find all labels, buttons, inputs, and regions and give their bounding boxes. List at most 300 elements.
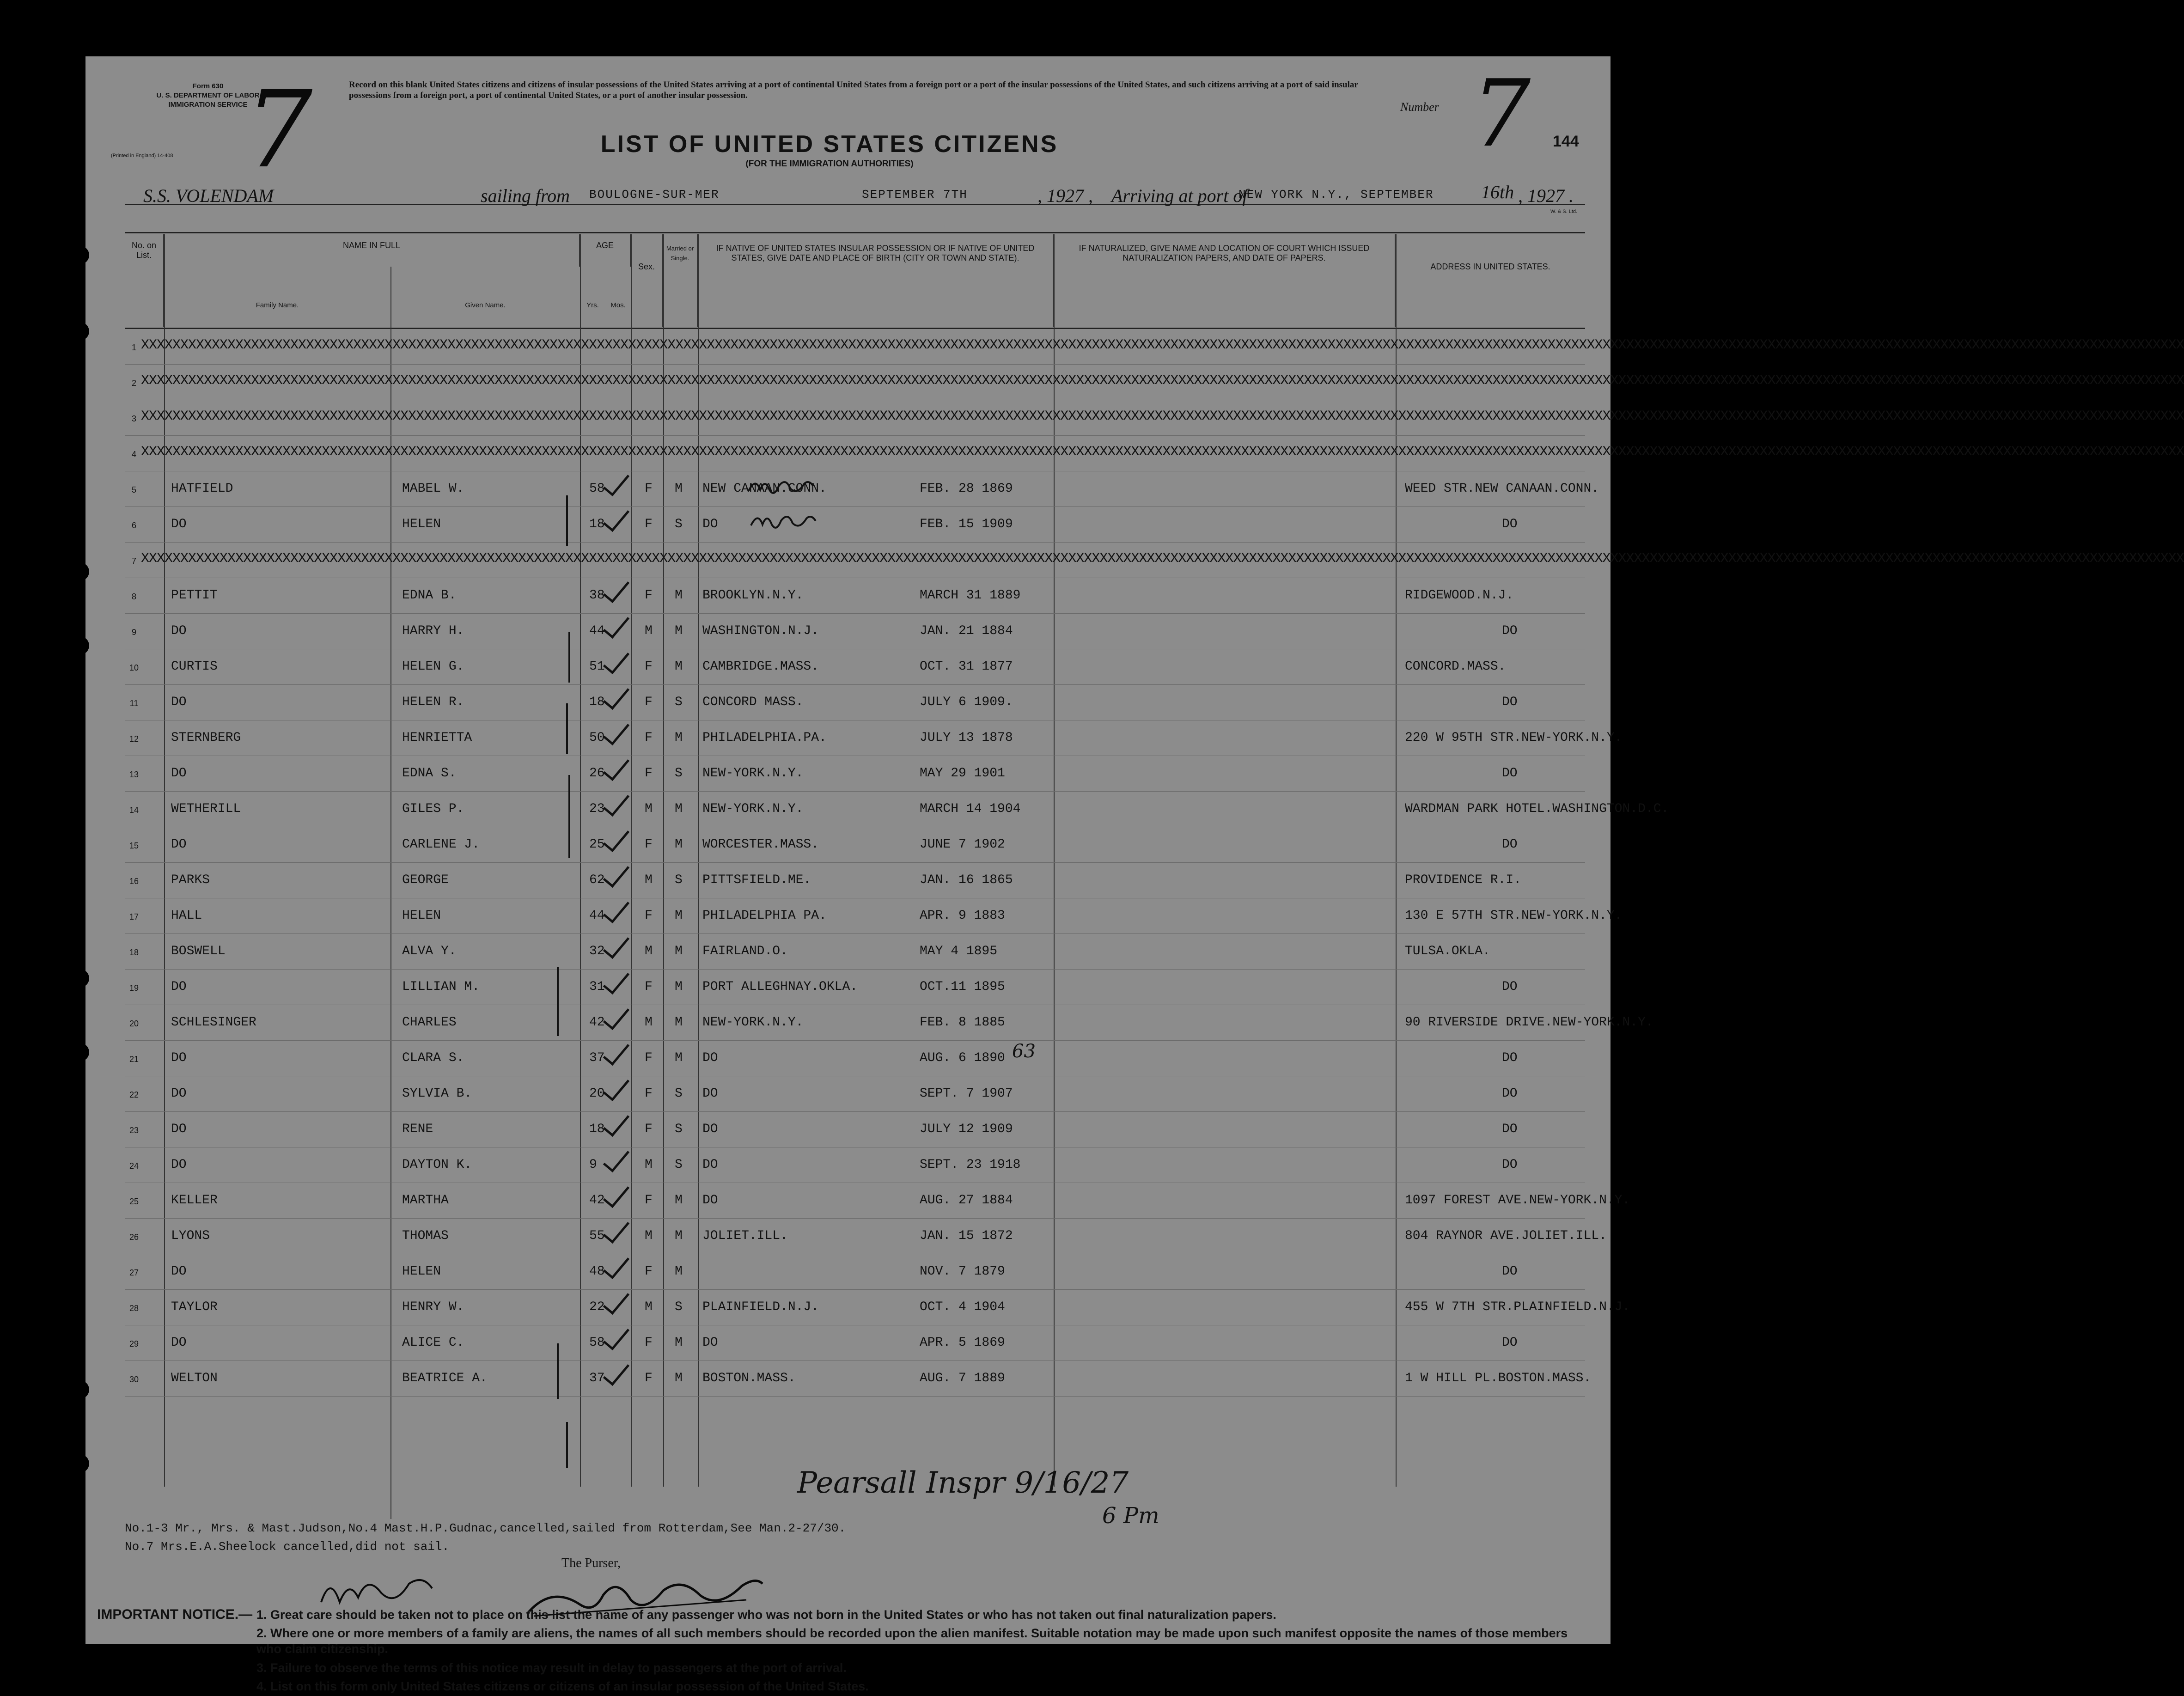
- nyc-scribble-icon: [749, 507, 818, 535]
- cell-address: 220 W 95TH STR.NEW-YORK.N.Y.: [1405, 731, 1623, 745]
- cell-age: 42: [589, 1193, 605, 1208]
- cell-place: NEW-YORK.N.Y.: [702, 766, 804, 781]
- row-number: 6: [131, 521, 136, 530]
- pen-tick-icon: [568, 632, 570, 683]
- cell-address: 1097 FOREST AVE.NEW-YORK.N.Y.: [1405, 1193, 1630, 1208]
- table-row: [125, 1147, 1585, 1183]
- table-row: [125, 898, 1623, 934]
- row-number: 15: [129, 841, 139, 850]
- cell-age: 37: [589, 1371, 605, 1385]
- table-row: [125, 543, 2184, 578]
- sailing-line: [125, 181, 1585, 205]
- row-number: 14: [129, 805, 139, 815]
- cell-sex: F: [645, 837, 653, 852]
- inspector-time: 6 Pm: [1102, 1503, 1159, 1529]
- cell-family: DO: [171, 1122, 187, 1136]
- row-number: 7: [131, 556, 136, 566]
- cell-place: BROOKLYN.N.Y.: [702, 588, 804, 603]
- table-row: [125, 863, 1585, 898]
- cell-age: 25: [589, 837, 605, 852]
- cell-family: CURTIS: [171, 659, 218, 674]
- cell-age: 48: [589, 1264, 605, 1279]
- cell-address: DO: [1502, 624, 1518, 638]
- cell-address: DO: [1502, 1122, 1518, 1136]
- row-number: 23: [129, 1126, 139, 1135]
- cell-address: 130 E 57TH STR.NEW-YORK.N.Y.: [1405, 909, 1623, 923]
- table-row: [125, 1076, 1585, 1112]
- cell-age: 9: [589, 1158, 597, 1172]
- cell-place: NEW-YORK.N.Y.: [702, 1015, 804, 1030]
- table-row: [125, 507, 1585, 543]
- cell-date: OCT. 4 1904: [920, 1300, 1005, 1314]
- punch-hole: [71, 562, 89, 581]
- row-number: 30: [129, 1375, 139, 1384]
- cell-sex: M: [645, 1229, 653, 1243]
- row-number: 20: [129, 1019, 139, 1028]
- table-row: [125, 400, 2184, 436]
- table-row: [125, 1219, 1607, 1254]
- cell-age: 32: [589, 944, 605, 958]
- table-row: [125, 578, 1585, 614]
- cell-ms: M: [675, 909, 683, 923]
- cell-place: DO: [702, 1158, 718, 1172]
- cell-address: 90 RIVERSIDE DRIVE.NEW-YORK.N.Y.: [1405, 1015, 1653, 1030]
- cell-place: DO: [702, 517, 718, 531]
- cell-age: 44: [589, 624, 605, 638]
- instructions-text: Record on this blank United States citizens and citizens of insular possessions of the United States arriving at a port of continental United States from a foreign port or a port of the insular possessions of the United States, and such citizens arriving at a port of said insular possessions from a foreign port, a port of continental United States, or a port of another insular possession.: [349, 80, 1358, 100]
- cell-ms: S: [675, 873, 683, 887]
- sailing-year: , 1927 ,: [1037, 185, 1093, 206]
- cell-family: DO: [171, 1051, 187, 1065]
- cell-date: AUG. 27 1884: [920, 1193, 1013, 1208]
- cell-given: EDNA S.: [402, 766, 457, 781]
- cell-date: AUG. 6 1890: [920, 1051, 1005, 1065]
- cell-age: 51: [589, 659, 605, 674]
- cell-given: GILES P.: [402, 802, 464, 816]
- cell-given: BEATRICE A.: [402, 1371, 488, 1385]
- cell-sex: M: [645, 944, 653, 958]
- row-number: 21: [129, 1055, 139, 1064]
- inspector-note: Pearsall Inspr 9/16/27: [797, 1466, 1129, 1500]
- cell-family: STERNBERG: [171, 731, 241, 745]
- service: IMMIGRATION SERVICE: [168, 101, 248, 109]
- cell-given: EDNA B.: [402, 588, 457, 603]
- cell-address: RIDGEWOOD.N.J.: [1405, 588, 1514, 603]
- cell-address: PROVIDENCE R.I.: [1405, 873, 1522, 887]
- row-number: 8: [131, 592, 136, 601]
- row-number: 19: [129, 983, 139, 993]
- cell-ms: M: [675, 1264, 683, 1279]
- cell-ms: M: [675, 802, 683, 816]
- table-row: [125, 1361, 1592, 1397]
- col-naturalized: IF NATURALIZED, GIVE NAME AND LOCATION OF COURT WHICH ISSUED NATURALIZATION PAPERS, AND DATE OF PAPERS.: [1054, 234, 1396, 327]
- form-number: Form 630: [192, 82, 224, 90]
- cell-family: WETHERILL: [171, 802, 241, 816]
- cell-ms: M: [675, 1371, 683, 1385]
- cell-date: FEB. 8 1885: [920, 1015, 1005, 1030]
- row-number: 10: [129, 663, 139, 672]
- row-number: 24: [129, 1161, 139, 1171]
- punch-hole: [71, 1380, 89, 1399]
- cell-address: DO: [1502, 1158, 1518, 1172]
- cell-sex: M: [645, 624, 653, 638]
- cell-given: HELEN G.: [402, 659, 464, 674]
- row-number: 3: [131, 414, 136, 423]
- cell-address: CONCORD.MASS.: [1405, 659, 1506, 674]
- cell-ms: S: [675, 695, 683, 709]
- cell-place: PITTSFIELD.ME.: [702, 873, 811, 887]
- handwritten-list-number: 7: [245, 68, 313, 192]
- cell-sex: F: [645, 1122, 653, 1136]
- cell-sex: F: [645, 909, 653, 923]
- cell-ms: S: [675, 1158, 683, 1172]
- table-row: [125, 1254, 1585, 1290]
- cell-given: ALVA Y.: [402, 944, 457, 958]
- cell-place: FAIRLAND.O.: [702, 944, 788, 958]
- cell-date: APR. 9 1883: [920, 909, 1005, 923]
- table-row: [125, 756, 1585, 792]
- cell-age: 58: [589, 482, 605, 496]
- table-row: [125, 1183, 1630, 1219]
- cell-age: 42: [589, 1015, 605, 1030]
- printed-note: (Printed in England) 14-408: [111, 153, 173, 159]
- cell-given: LILLIAN M.: [402, 980, 480, 994]
- col-name-in-full: NAME IN FULL: [164, 234, 580, 267]
- cell-given: RENE: [402, 1122, 433, 1136]
- cancelled-row-mark: XXXXXXXXXXXXXXXXXXXXXXXXXXXXXXXXXXXXXXXXXXXXXXXXXXXXXXXXXXXXXXXXXXXXXXXXXXXXXXXXXXXXXXXXXXXXXXXXXXXXXXXXXXXXXXXXXXXXXXXXXXXXXXXXXXXXXXXXXXXXXXXXXXXXXXXXXXXXXXXXXXXXXXXXXXXXXXXXXXXXXXXXXXXXXXXXXXXXXXXXXXXXXXXXXXXXXXXXXXXXXXXXXXXXXXXXXXXXXXXXXXXXXXXXXXXXXXXXXXXX: [141, 444, 2184, 460]
- cell-age: 50: [589, 731, 605, 745]
- row-number: 27: [129, 1268, 139, 1277]
- cell-given: DAYTON K.: [402, 1158, 472, 1172]
- cell-place: DO: [702, 1086, 718, 1101]
- cell-date: MARCH 14 1904: [920, 802, 1021, 816]
- cell-family: DO: [171, 837, 187, 852]
- cell-age: 22: [589, 1300, 605, 1314]
- row-number: 26: [129, 1232, 139, 1242]
- nyc-scribble-icon: [746, 472, 816, 500]
- cell-date: APR. 5 1869: [920, 1336, 1005, 1350]
- pen-tick-icon: [566, 1422, 568, 1468]
- cell-sex: F: [645, 517, 653, 531]
- table-row: [125, 471, 1599, 507]
- cell-address: DO: [1502, 517, 1518, 531]
- cell-age: 18: [589, 517, 605, 531]
- cell-family: DO: [171, 624, 187, 638]
- cell-given: MARTHA: [402, 1193, 449, 1208]
- cell-date: AUG. 7 1889: [920, 1371, 1005, 1385]
- notice-item: 1. Great care should be taken not to place on this list the name of any passenger who was not born in the United States or who has not taken out final naturalization papers.: [256, 1608, 1276, 1622]
- cell-ms: M: [675, 659, 683, 674]
- col-age: AGE: [580, 234, 631, 267]
- cell-address: DO: [1502, 980, 1518, 994]
- cell-address: DO: [1502, 1336, 1518, 1350]
- cell-sex: F: [645, 1264, 653, 1279]
- table-row: [125, 1041, 1585, 1076]
- cell-place: CAMBRIDGE.MASS.: [702, 659, 819, 674]
- row-number: 17: [129, 912, 139, 921]
- ship-name: S.S. VOLENDAM: [143, 185, 274, 206]
- row-number: 11: [129, 699, 139, 708]
- page-number: 144: [1553, 133, 1579, 150]
- cell-place: CONCORD MASS.: [702, 695, 804, 709]
- table-row: [125, 970, 1585, 1005]
- col-family-name: Family Name.: [256, 301, 299, 309]
- cell-sex: M: [645, 1300, 653, 1314]
- arriving-label: Arriving at port of: [1111, 185, 1248, 206]
- cell-family: BOSWELL: [171, 944, 226, 958]
- col-sex: Sex.: [631, 234, 663, 327]
- cell-date: MARCH 31 1889: [920, 588, 1021, 603]
- sailing-from-label: sailing from: [481, 185, 570, 206]
- table-row: [125, 614, 1585, 649]
- cell-date: MAY 29 1901: [920, 766, 1005, 781]
- cell-date: OCT.11 1895: [920, 980, 1005, 994]
- cell-date: FEB. 15 1909: [920, 517, 1013, 531]
- cell-place: WASHINGTON.N.J.: [702, 624, 819, 638]
- col-address: ADDRESS IN UNITED STATES.: [1430, 262, 1550, 271]
- cell-sex: F: [645, 659, 653, 674]
- cell-age: 62: [589, 873, 605, 887]
- cell-sex: F: [645, 1086, 653, 1101]
- cell-age: 18: [589, 1122, 605, 1136]
- row-number: 12: [129, 734, 139, 744]
- cell-date: JULY 6 1909.: [920, 695, 1013, 709]
- pen-tick-icon: [557, 1343, 559, 1399]
- cell-address: DO: [1502, 766, 1518, 781]
- cell-place: NEW CANAAN.CONN.: [702, 482, 827, 496]
- col-no: No. on List.: [125, 234, 164, 327]
- cell-family: DO: [171, 1086, 187, 1101]
- cell-place: PLAINFIELD.N.J.: [702, 1300, 819, 1314]
- cell-sex: M: [645, 873, 653, 887]
- cell-place: DO: [702, 1193, 718, 1208]
- cell-address: WARDMAN PARK HOTEL.WASHINGTON.D.C.: [1405, 802, 1669, 816]
- printer-mark: W. & S. Ltd.: [1550, 209, 1578, 214]
- cancelled-row-mark: XXXXXXXXXXXXXXXXXXXXXXXXXXXXXXXXXXXXXXXXXXXXXXXXXXXXXXXXXXXXXXXXXXXXXXXXXXXXXXXXXXXXXXXXXXXXXXXXXXXXXXXXXXXXXXXXXXXXXXXXXXXXXXXXXXXXXXXXXXXXXXXXXXXXXXXXXXXXXXXXXXXXXXXXXXXXXXXXXXXXXXXXXXXXXXXXXXXXXXXXXXXXXXXXXXXXXXXXXXXXXXXXXXXXXXXXXXXXXXXXXXXXXXXXXXXXXXXXXXXX: [141, 337, 2184, 353]
- cell-place: PORT ALLEGHNAY.OKLA.: [702, 980, 858, 994]
- cell-date: NOV. 7 1879: [920, 1264, 1005, 1279]
- row-number: 16: [129, 877, 139, 886]
- arriving-day: 16th: [1481, 182, 1514, 202]
- cell-given: HELEN: [402, 909, 441, 923]
- cell-date: MAY 4 1895: [920, 944, 998, 958]
- pen-tick-icon: [566, 703, 568, 754]
- cell-address: DO: [1502, 1086, 1518, 1101]
- cell-age: 18: [589, 695, 605, 709]
- cell-place: DO: [702, 1122, 718, 1136]
- cell-date: OCT. 31 1877: [920, 659, 1013, 674]
- cell-given: THOMAS: [402, 1229, 449, 1243]
- cancelled-row-mark: XXXXXXXXXXXXXXXXXXXXXXXXXXXXXXXXXXXXXXXXXXXXXXXXXXXXXXXXXXXXXXXXXXXXXXXXXXXXXXXXXXXXXXXXXXXXXXXXXXXXXXXXXXXXXXXXXXXXXXXXXXXXXXXXXXXXXXXXXXXXXXXXXXXXXXXXXXXXXXXXXXXXXXXXXXXXXXXXXXXXXXXXXXXXXXXXXXXXXXXXXXXXXXXXXXXXXXXXXXXXXXXXXXXXXXXXXXXXXXXXXXXXXXXXXXXXXXXXXXXX: [141, 551, 2184, 567]
- cell-family: SCHLESINGER: [171, 1015, 256, 1030]
- cell-date: JULY 12 1909: [920, 1122, 1013, 1136]
- sailing-from: BOULOGNE-SUR-MER: [589, 188, 720, 201]
- cell-family: PARKS: [171, 873, 210, 887]
- cell-given: HENRY W.: [402, 1300, 464, 1314]
- notice-label: IMPORTANT NOTICE.—: [97, 1607, 253, 1622]
- cancellation-notes: [125, 1519, 846, 1556]
- punch-hole: [71, 246, 89, 264]
- punch-hole: [71, 636, 89, 655]
- cell-ms: M: [675, 1336, 683, 1350]
- cell-family: TAYLOR: [171, 1300, 218, 1314]
- table-row: [125, 792, 1669, 827]
- cell-age: 37: [589, 1051, 605, 1065]
- cell-family: PETTIT: [171, 588, 218, 603]
- cell-ms: M: [675, 1051, 683, 1065]
- cell-ms: M: [675, 1193, 683, 1208]
- row-number: 4: [131, 450, 136, 459]
- manifest-page: [85, 56, 2184, 1693]
- cell-date: JUNE 7 1902: [920, 837, 1005, 852]
- cell-sex: F: [645, 1051, 653, 1065]
- cell-ms: M: [675, 482, 683, 496]
- cell-given: HELEN: [402, 517, 441, 531]
- pen-tick-icon: [557, 967, 559, 1036]
- cell-given: CARLENE J.: [402, 837, 480, 852]
- table-row: [125, 436, 2184, 471]
- col-yrs: Yrs.: [586, 301, 599, 309]
- cell-address: WEED STR.NEW CANAAN.CONN.: [1405, 482, 1599, 496]
- punch-hole: [71, 1043, 89, 1062]
- cell-family: DO: [171, 1336, 187, 1350]
- punch-hole: [71, 322, 89, 341]
- cell-age: 20: [589, 1086, 605, 1101]
- cell-sex: F: [645, 588, 653, 603]
- table-row: [125, 1005, 1653, 1041]
- cell-place: BOSTON.MASS.: [702, 1371, 796, 1385]
- row-number: 5: [131, 485, 136, 494]
- cell-given: CLARA S.: [402, 1051, 464, 1065]
- cell-age: 58: [589, 1336, 605, 1350]
- cell-sex: M: [645, 802, 653, 816]
- row-number: 13: [129, 770, 139, 779]
- pen-tick-icon: [566, 495, 568, 546]
- cell-place: DO: [702, 1336, 718, 1350]
- cell-address: DO: [1502, 695, 1518, 709]
- cell-given: HELEN: [402, 1264, 441, 1279]
- table-row: [125, 329, 2184, 365]
- cell-sex: F: [645, 980, 653, 994]
- note-line: No.7 Mrs.E.A.Sheelock cancelled,did not sail.: [125, 1540, 450, 1554]
- cell-date: SEPT. 7 1907: [920, 1086, 1013, 1101]
- cell-sex: F: [645, 1193, 653, 1208]
- cell-given: GEORGE: [402, 873, 449, 887]
- cell-age: 23: [589, 802, 605, 816]
- cell-address: DO: [1502, 837, 1518, 852]
- cell-given: MABEL W.: [402, 482, 464, 496]
- cell-family: LYONS: [171, 1229, 210, 1243]
- purser-label: The Purser,: [561, 1556, 621, 1570]
- cell-family: DO: [171, 766, 187, 781]
- col-married: Married or Single.: [663, 234, 698, 327]
- cell-address: DO: [1502, 1051, 1518, 1065]
- cell-age: 44: [589, 909, 605, 923]
- cancelled-row-mark: XXXXXXXXXXXXXXXXXXXXXXXXXXXXXXXXXXXXXXXXXXXXXXXXXXXXXXXXXXXXXXXXXXXXXXXXXXXXXXXXXXXXXXXXXXXXXXXXXXXXXXXXXXXXXXXXXXXXXXXXXXXXXXXXXXXXXXXXXXXXXXXXXXXXXXXXXXXXXXXXXXXXXXXXXXXXXXXXXXXXXXXXXXXXXXXXXXXXXXXXXXXXXXXXXXXXXXXXXXXXXXXXXXXXXXXXXXXXXXXXXXXXXXXXXXXXXXXXXXXX: [141, 373, 2184, 389]
- row-number: 29: [129, 1339, 139, 1348]
- cell-sex: F: [645, 482, 653, 496]
- cell-ms: M: [675, 837, 683, 852]
- cell-family: DO: [171, 1158, 187, 1172]
- arriving-port: NEW YORK N.Y., SEPTEMBER: [1238, 188, 1434, 201]
- cell-date: JAN. 15 1872: [920, 1229, 1013, 1243]
- cell-ms: M: [675, 1229, 683, 1243]
- cell-age: 55: [589, 1229, 605, 1243]
- notice-item: 2. Where one or more members of a family are aliens, the names of all such members should be recorded upon the alien manifest. Suitable notation may be made upon such manifest opposite the names of those members who claim citizenship.: [256, 1626, 1568, 1656]
- row-number: 1: [131, 343, 136, 352]
- table-row: [125, 827, 1585, 863]
- cell-given: ALICE C.: [402, 1336, 464, 1350]
- punch-hole: [71, 1454, 89, 1473]
- table-row: [125, 1112, 1585, 1147]
- cell-sex: F: [645, 731, 653, 745]
- cell-date: FEB. 28 1869: [920, 482, 1013, 496]
- cell-ms: S: [675, 1122, 683, 1136]
- number-value: 7: [1472, 60, 1531, 168]
- margin-number: 63: [1012, 1041, 1036, 1062]
- table-row: [125, 1325, 1585, 1361]
- punch-hole: [71, 969, 89, 988]
- cell-family: HALL: [171, 909, 202, 923]
- cell-family: KELLER: [171, 1193, 218, 1208]
- cell-age: 31: [589, 980, 605, 994]
- handwritten-nyc-mark: [749, 507, 818, 540]
- cell-ms: M: [675, 731, 683, 745]
- cancelled-row-mark: XXXXXXXXXXXXXXXXXXXXXXXXXXXXXXXXXXXXXXXXXXXXXXXXXXXXXXXXXXXXXXXXXXXXXXXXXXXXXXXXXXXXXXXXXXXXXXXXXXXXXXXXXXXXXXXXXXXXXXXXXXXXXXXXXXXXXXXXXXXXXXXXXXXXXXXXXXXXXXXXXXXXXXXXXXXXXXXXXXXXXXXXXXXXXXXXXXXXXXXXXXXXXXXXXXXXXXXXXXXXXXXXXXXXXXXXXXXXXXXXXXXXXXXXXXXXXXXXXXXX: [141, 409, 2184, 424]
- cell-age: 26: [589, 766, 605, 781]
- cell-sex: F: [645, 1371, 653, 1385]
- notice-item: 3. Failure to observe the terms of this notice may result in delay to passengers at the port of arrival.: [256, 1661, 847, 1675]
- row-number: 25: [129, 1197, 139, 1206]
- cell-address: 804 RAYNOR AVE.JOLIET.ILL.: [1405, 1229, 1607, 1243]
- notice-item: 4. List on this form only United States citizens or citizens of an insular possession of the United States.: [256, 1679, 869, 1693]
- cell-date: JAN. 16 1865: [920, 873, 1013, 887]
- handwritten-nyc-mark: [746, 472, 816, 505]
- cell-ms: M: [675, 1015, 683, 1030]
- cell-place: PHILADELPHIA PA.: [702, 909, 827, 923]
- row-number: 18: [129, 948, 139, 957]
- cell-place: WORCESTER.MASS.: [702, 837, 819, 852]
- page-title: LIST OF UNITED STATES CITIZENS: [600, 131, 1059, 158]
- pen-tick-icon: [568, 775, 570, 858]
- table-row: [125, 934, 1585, 970]
- table-row: [125, 365, 2184, 400]
- department: U. S. DEPARTMENT OF LABOR: [156, 92, 260, 99]
- note-line: No.1-3 Mr., Mrs. & Mast.Judson,No.4 Mast.H.P.Gudnac,cancelled,sailed from Rotterdam,See Man.2-27/30.: [125, 1521, 846, 1535]
- table-row: [125, 1290, 1630, 1325]
- cell-date: SEPT. 23 1918: [920, 1158, 1021, 1172]
- cell-given: HENRIETTA: [402, 731, 472, 745]
- col-mos: Mos.: [610, 301, 626, 309]
- cell-ms: M: [675, 944, 683, 958]
- cell-ms: S: [675, 1300, 683, 1314]
- cell-date: JULY 13 1878: [920, 731, 1013, 745]
- cell-given: HELEN R.: [402, 695, 464, 709]
- table-row: [125, 685, 1585, 720]
- row-number: 22: [129, 1090, 139, 1099]
- cell-address: TULSA.OKLA.: [1405, 944, 1490, 958]
- cell-given: SYLVIA B.: [402, 1086, 472, 1101]
- cell-age: 38: [589, 588, 605, 603]
- cell-ms: M: [675, 980, 683, 994]
- row-number: 2: [131, 378, 136, 388]
- number-label: Number: [1400, 100, 1439, 114]
- cell-sex: M: [645, 1015, 653, 1030]
- cell-ms: S: [675, 517, 683, 531]
- cell-address: 455 W 7TH STR.PLAINFIELD.N.J.: [1405, 1300, 1630, 1314]
- cell-given: CHARLES: [402, 1015, 457, 1030]
- cell-family: DO: [171, 517, 187, 531]
